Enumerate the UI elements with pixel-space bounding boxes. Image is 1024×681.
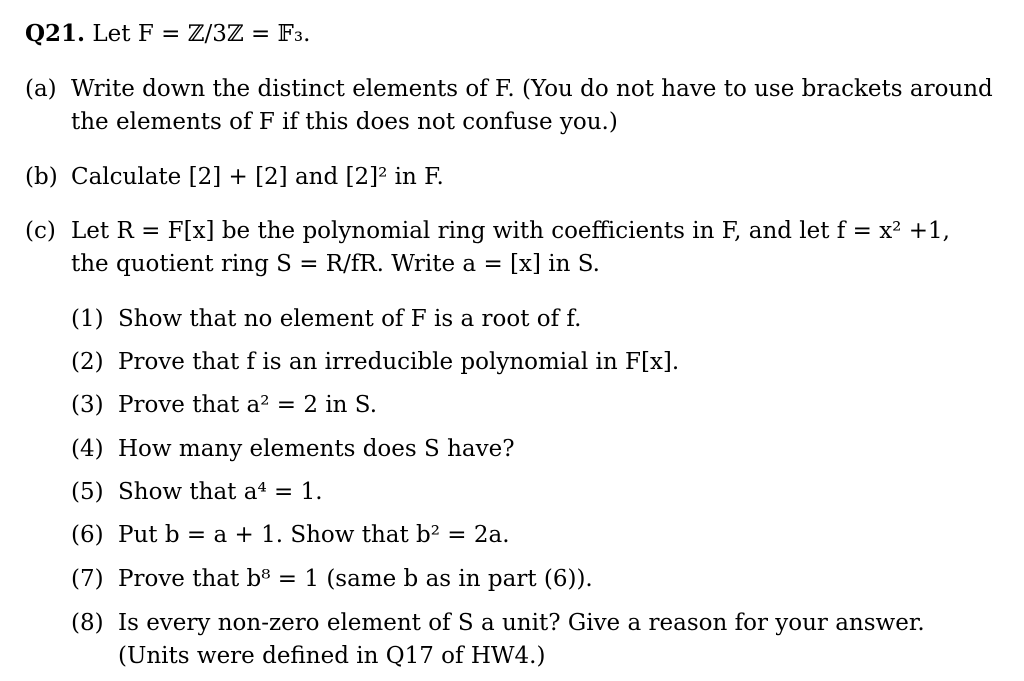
subpart-label: (8) bbox=[71, 610, 104, 636]
subpart-text: Show that no element of F is a root of f. bbox=[118, 306, 582, 332]
subpart-text: Prove that f is an irreducible polynomial in F[x]. bbox=[118, 349, 680, 375]
part-b-label: (b) bbox=[25, 164, 58, 190]
question-intro: Let F = ℤ/3ℤ = 𝔽₃. bbox=[92, 21, 311, 47]
part-a-line2: the elements of F if this does not confuse you.) bbox=[71, 109, 618, 135]
subpart-label: (2) bbox=[71, 349, 104, 375]
subpart-text: Prove that a² = 2 in S. bbox=[118, 392, 378, 418]
subpart-label: (4) bbox=[71, 436, 104, 462]
part-c-line2: the quotient ring S = R/fR. Write a = [x] in S. bbox=[71, 251, 600, 277]
question-header bbox=[25, 20, 310, 48]
question-number: Q21. bbox=[25, 20, 86, 47]
subpart-text: Put b = a + 1. Show that b² = 2a. bbox=[118, 522, 510, 548]
subpart-text: How many elements does S have? bbox=[118, 436, 515, 462]
part-b-line1: Calculate [2] + [2] and [2]² in F. bbox=[71, 164, 444, 190]
part-c-line1: Let R = F[x] be the polynomial ring with coefficients in F, and let f = x² +1, bbox=[71, 218, 950, 244]
subpart-text: Prove that b⁸ = 1 (same b as in part (6)). bbox=[118, 566, 593, 592]
subpart-label: (1) bbox=[71, 306, 104, 332]
subpart-label: (3) bbox=[71, 392, 104, 418]
part-c-label: (c) bbox=[25, 218, 56, 244]
part-a-label: (a) bbox=[25, 76, 57, 102]
subpart-label: (6) bbox=[71, 522, 104, 548]
subpart-text-line2: (Units were defined in Q17 of HW4.) bbox=[118, 643, 546, 669]
subpart-text: Show that a⁴ = 1. bbox=[118, 479, 323, 505]
subpart-text: Is every non-zero element of S a unit? Give a reason for your answer. bbox=[118, 610, 925, 636]
subpart-label: (7) bbox=[71, 566, 104, 592]
part-a-line1: Write down the distinct elements of F. (You do not have to use brackets around bbox=[71, 76, 993, 102]
subpart-label: (5) bbox=[71, 479, 104, 505]
